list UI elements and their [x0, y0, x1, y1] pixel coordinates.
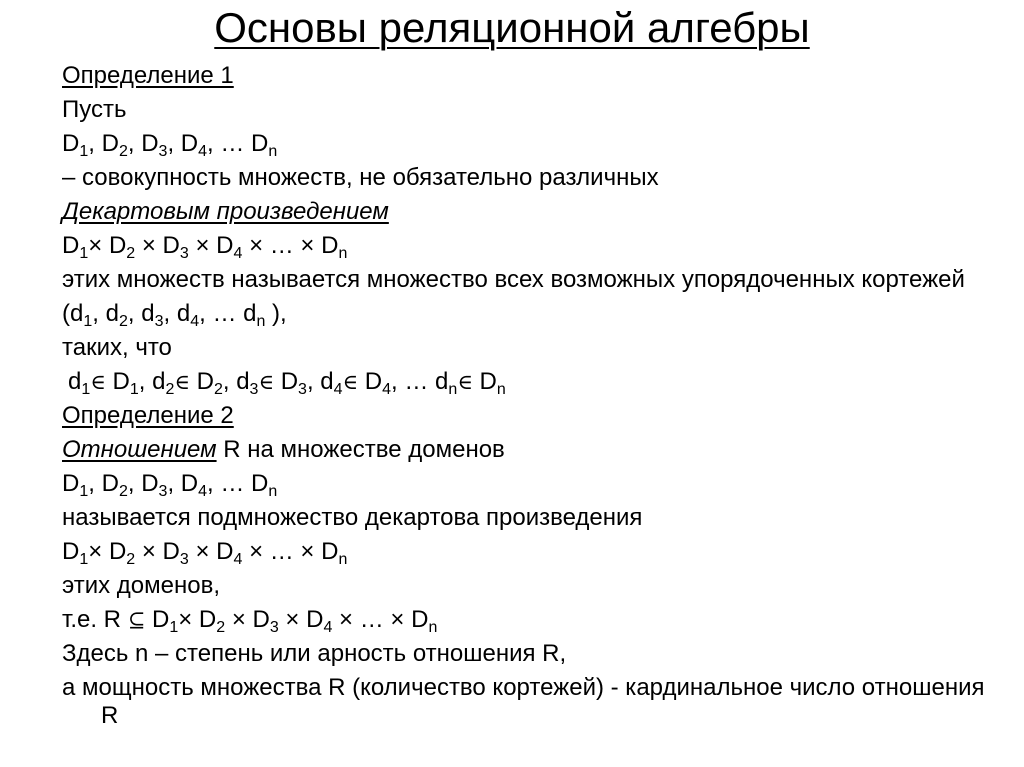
subset-description: называется подмножество декартова произведения — [62, 504, 643, 531]
index: 1 — [79, 483, 89, 500]
elem-letter: d — [141, 300, 155, 327]
rparen: ), — [265, 300, 287, 327]
ellipsis: … — [404, 368, 436, 395]
domain-letter: D — [198, 606, 217, 633]
definition-1-heading — [62, 62, 1002, 90]
domain-letter: D — [252, 606, 270, 633]
index: 1 — [129, 381, 139, 398]
domain-letter: D — [141, 130, 159, 157]
domain-letter: D — [101, 130, 119, 157]
of-domains-text: этих доменов, — [62, 572, 221, 599]
cardinality-text: а мощность множества R (количество кортежей) - кардинальное число отношения R — [62, 674, 985, 729]
ellipsis: … × — [359, 606, 412, 633]
domain-letter: D — [112, 368, 130, 395]
times: × — [242, 232, 270, 259]
index: 1 — [81, 381, 91, 398]
index: 4 — [323, 619, 333, 636]
ellipsis: … × — [269, 538, 322, 565]
index: 3 — [269, 619, 279, 636]
ellipsis: … — [212, 300, 244, 327]
definition-2-heading-text: Определение 2 — [62, 402, 234, 429]
comma: , — [207, 470, 221, 497]
index: 4 — [382, 381, 392, 398]
slide-body — [62, 62, 1002, 736]
index: 1 — [79, 551, 89, 568]
comma: , — [138, 368, 153, 395]
index: 1 — [79, 143, 89, 160]
relation-definition-line — [62, 436, 1002, 464]
times: × — [332, 606, 360, 633]
domain-letter: D — [216, 538, 234, 565]
elem-letter: d — [243, 300, 257, 327]
comma: , — [127, 130, 142, 157]
times: × — [88, 538, 109, 565]
element-of-symbol: ∈ — [457, 370, 480, 394]
product-description: этих множеств называется множество всех возможных упорядоченных кортежей — [62, 266, 965, 293]
times: × — [242, 538, 270, 565]
element-of-symbol: ∈ — [174, 370, 197, 394]
index: 3 — [179, 551, 189, 568]
domain-letter: D — [162, 232, 180, 259]
domain-letter: D — [141, 470, 159, 497]
index: 1 — [79, 245, 89, 262]
index: n — [268, 483, 278, 500]
domain-letter: D — [108, 232, 127, 259]
index: 3 — [158, 143, 168, 160]
index: 2 — [118, 143, 128, 160]
index: 1 — [169, 619, 179, 636]
definition-1-heading-text: Определение 1 — [62, 62, 234, 89]
index: n — [256, 313, 266, 330]
index: 2 — [126, 245, 136, 262]
elem-letter: d — [435, 368, 449, 395]
elem-letter: d — [236, 368, 250, 395]
index: 3 — [249, 381, 259, 398]
domain-letter: D — [364, 368, 383, 395]
index: 2 — [118, 313, 128, 330]
relation-subset-formula — [62, 606, 1002, 634]
domain-letter: D — [321, 538, 339, 565]
domain-letter: D — [196, 368, 214, 395]
comma: , — [167, 470, 181, 497]
domain-letter: D — [479, 368, 497, 395]
index: 3 — [158, 483, 168, 500]
times: × — [178, 606, 199, 633]
cartesian-product-term: Декартовым произведением — [62, 198, 389, 225]
index: 4 — [198, 483, 208, 500]
index: 3 — [154, 313, 164, 330]
domain-letter: D — [306, 606, 324, 633]
index: 2 — [118, 483, 128, 500]
domain-letter: D — [251, 130, 269, 157]
index: n — [338, 245, 348, 262]
comma: , — [127, 300, 142, 327]
index: n — [448, 381, 458, 398]
times: × — [135, 232, 163, 259]
domain-letter: D — [180, 470, 199, 497]
relation-term-rest: R на множестве доменов — [216, 436, 505, 463]
elem-letter: d — [176, 300, 191, 327]
index: 4 — [233, 551, 243, 568]
index: n — [338, 551, 348, 568]
domain-letter: D — [251, 470, 269, 497]
comma: , — [88, 470, 102, 497]
subset-symbol: ⊆ — [127, 608, 152, 632]
such-that-text: таких, что — [62, 334, 172, 361]
collection-note: – совокупность множеств, не обязательно различных — [62, 164, 659, 191]
times: × — [188, 538, 217, 565]
domain-letter: D — [321, 232, 339, 259]
domain-letter: D — [216, 232, 234, 259]
element-of-symbol: ∈ — [342, 370, 365, 394]
times: × — [188, 232, 217, 259]
times: × — [135, 538, 163, 565]
comma: , — [88, 130, 102, 157]
comma: , — [306, 368, 321, 395]
domain-letter: D — [62, 538, 80, 565]
times: × — [225, 606, 253, 633]
index: n — [428, 619, 438, 636]
domain-letter: D — [101, 470, 119, 497]
cartesian-term-line — [62, 198, 1002, 226]
elem-letter: d — [320, 368, 334, 395]
domain-letter: D — [62, 232, 80, 259]
degree-text: Здесь n – степень или арность отношения R, — [62, 640, 567, 667]
comma: , — [127, 470, 142, 497]
ellipsis: … × — [269, 232, 322, 259]
comma: , — [199, 300, 213, 327]
ie-prefix: т.е. R — [62, 606, 128, 633]
index: 2 — [126, 551, 136, 568]
index: 4 — [333, 381, 343, 398]
ellipsis: … — [220, 470, 252, 497]
comma: , — [167, 130, 181, 157]
let-text: Пусть — [62, 96, 127, 123]
index: 4 — [198, 143, 208, 160]
index: 2 — [213, 381, 223, 398]
domain-letter: D — [62, 130, 80, 157]
domain-letter: D — [411, 606, 429, 633]
domain-letter: D — [108, 538, 127, 565]
index: 2 — [216, 619, 226, 636]
tuple-formula — [62, 300, 1002, 328]
index: 4 — [233, 245, 243, 262]
index: 3 — [179, 245, 189, 262]
index: n — [268, 143, 278, 160]
lparen: ( — [62, 300, 70, 327]
index: 3 — [298, 381, 307, 398]
domain-list-2 — [62, 470, 1002, 498]
comma: , — [163, 300, 177, 327]
cartesian-product-formula-2 — [62, 538, 1002, 566]
element-of-symbol: ∈ — [90, 370, 113, 394]
comma: , — [391, 368, 405, 395]
slide-title: Основы реляционной алгебры — [214, 4, 810, 51]
index: 2 — [165, 381, 175, 398]
ellipsis: … — [220, 130, 252, 157]
times: × — [278, 606, 307, 633]
domain-letter: D — [162, 538, 180, 565]
elem-letter: d — [152, 368, 166, 395]
index: n — [496, 381, 506, 398]
elem-letter: d — [70, 300, 84, 327]
element-of-symbol: ∈ — [258, 370, 281, 394]
comma: , — [92, 300, 106, 327]
index: 1 — [83, 313, 93, 330]
relation-term: Отношением — [62, 436, 217, 463]
comma: , — [207, 130, 221, 157]
domain-letter: D — [62, 470, 80, 497]
index: 4 — [190, 313, 200, 330]
elem-letter: d — [105, 300, 119, 327]
domain-list-1 — [62, 130, 1002, 158]
elem-letter: d — [68, 368, 82, 395]
definition-2-heading — [62, 402, 1002, 430]
comma: , — [222, 368, 237, 395]
cartesian-product-formula-1 — [62, 232, 1002, 260]
domain-letter: D — [280, 368, 299, 395]
domain-letter: D — [180, 130, 199, 157]
times: × — [88, 232, 109, 259]
domain-letter: D — [151, 606, 170, 633]
membership-formula — [62, 368, 1002, 396]
